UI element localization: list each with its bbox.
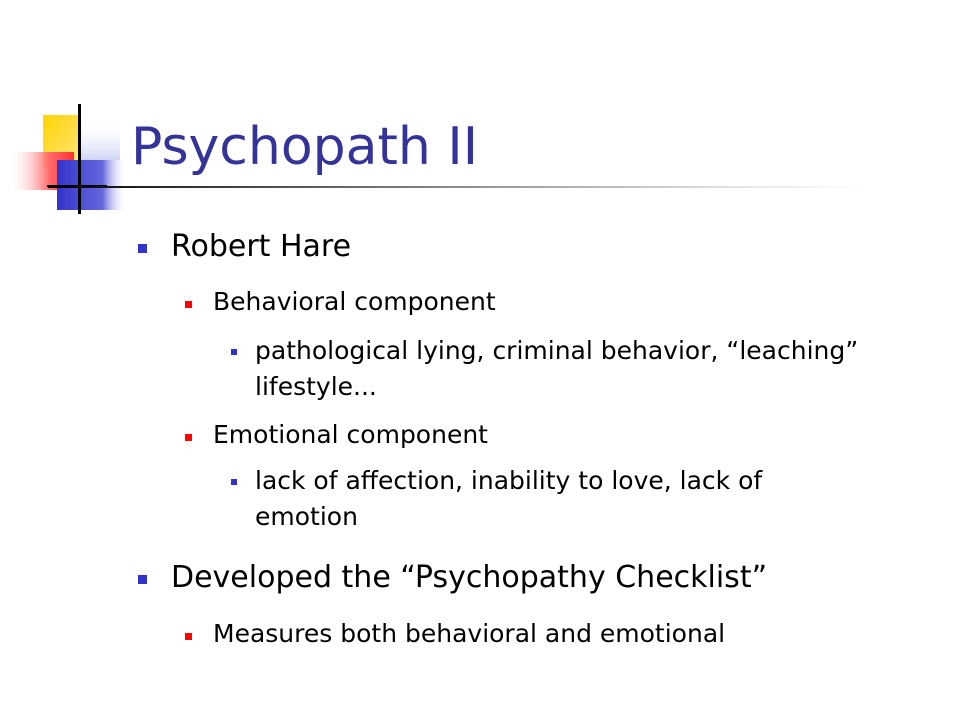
- bullet-text-line: lifestyle...: [255, 372, 377, 401]
- bullet-robert-hare: [171, 228, 351, 266]
- bullet-text-line: lack of affection, inability to love, lack of: [255, 466, 763, 495]
- square-bullet-icon: [138, 575, 147, 584]
- bullet-text-line: emotion: [255, 502, 358, 531]
- bullet-emotional-details: [255, 463, 762, 535]
- square-bullet-icon: [138, 244, 147, 253]
- bullet-text: Developed the “Psychopathy Checklist”: [171, 560, 768, 595]
- bullet-behavioral-component: [213, 286, 496, 318]
- bullet-behavioral-details: [255, 333, 858, 405]
- square-bullet-icon: [185, 301, 192, 308]
- bullet-text-line: pathological lying, criminal behavior, “leaching”: [255, 336, 859, 365]
- bullet-emotional-component: [213, 419, 488, 451]
- slide-title: Psychopath II: [131, 117, 479, 177]
- bullet-text: Emotional component: [213, 420, 488, 449]
- square-bullet-icon: [231, 479, 237, 485]
- title-underline-rule: [48, 186, 868, 188]
- bullet-psychopathy-checklist: [171, 559, 767, 597]
- bullet-measures-both: [213, 618, 725, 650]
- square-bullet-icon: [231, 349, 237, 355]
- square-bullet-icon: [185, 434, 192, 441]
- corner-decoration-graphic: [0, 0, 140, 230]
- bullet-text: Measures both behavioral and emotional: [213, 619, 726, 648]
- bullet-text: Robert Hare: [171, 229, 352, 264]
- square-bullet-icon: [185, 633, 192, 640]
- bullet-text: Behavioral component: [213, 287, 496, 316]
